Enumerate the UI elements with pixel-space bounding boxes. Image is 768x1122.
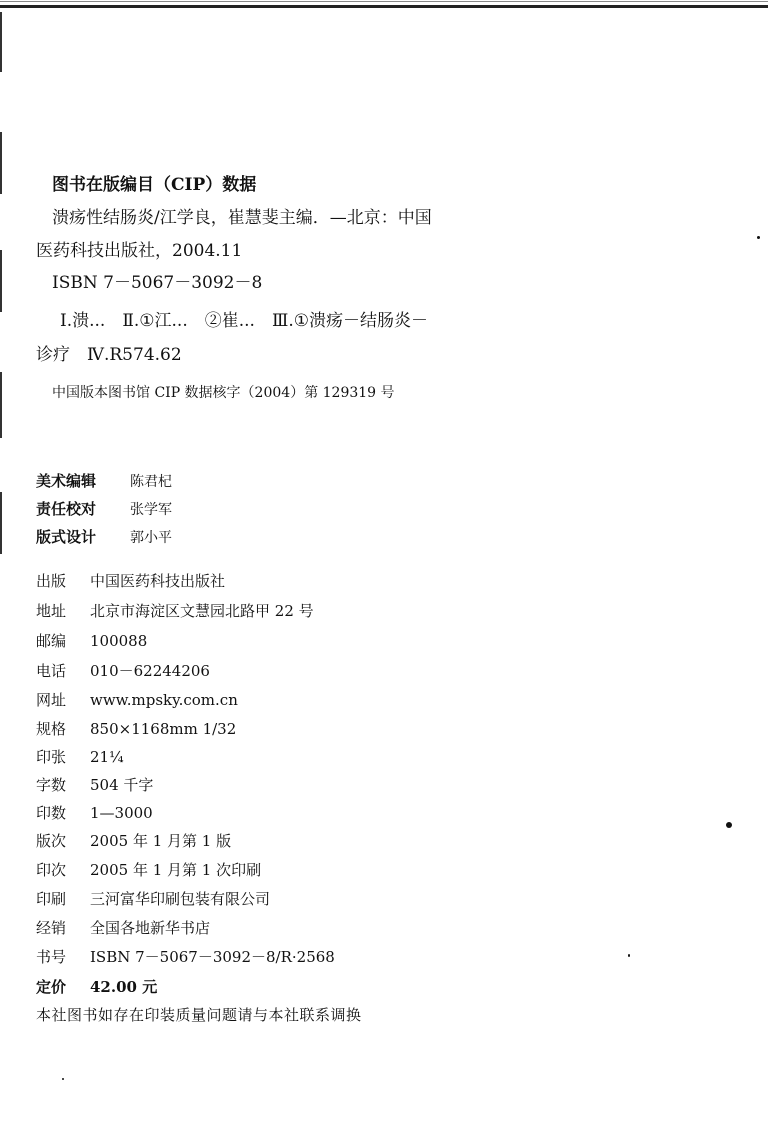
scan-edge-mark: [0, 132, 2, 194]
staff-value: 郭小平: [130, 530, 172, 546]
info-value: 504 千字: [90, 776, 154, 794]
info-label: 网址: [36, 691, 67, 709]
cip-verification: 中国版本图书馆 CIP 数据核字（2004）第 129319 号: [52, 385, 395, 401]
info-label: 电话: [36, 662, 67, 680]
info-label: 字数: [36, 776, 67, 794]
info-row: [36, 802, 153, 823]
info-row: [36, 774, 153, 795]
quality-notice: 本社图书如存在印装质量问题请与本社联系调换: [36, 1006, 362, 1024]
info-value: 010－62244206: [90, 662, 210, 680]
info-label: 规格: [36, 720, 67, 738]
info-row: [36, 888, 270, 909]
info-row: [36, 718, 236, 739]
info-value: 850×1168mm 1/32: [90, 720, 237, 738]
staff-row: [36, 526, 172, 547]
info-value: 北京市海淀区文慧园北路甲 22 号: [90, 602, 314, 620]
scan-edge-mark: [0, 372, 2, 438]
scan-speck: [628, 954, 630, 957]
staff-value: 陈君杞: [130, 474, 172, 490]
cip-title: 图书在版编目（CIP）数据: [52, 175, 257, 195]
scan-speck: [62, 1078, 64, 1080]
info-label: 印次: [36, 861, 67, 879]
info-value: www.mpsky.com.cn: [90, 691, 238, 709]
scan-edge-mark: [0, 250, 2, 312]
info-value: 全国各地新华书店: [90, 919, 211, 937]
price-value: 42.00 元: [90, 978, 158, 996]
info-label: 印刷: [36, 890, 67, 908]
scan-speck: [757, 236, 760, 239]
info-row: [36, 859, 261, 880]
staff-row: [36, 470, 172, 491]
info-value: 2005 年 1 月第 1 次印刷: [90, 861, 262, 879]
info-label: 地址: [36, 602, 67, 620]
info-row: [36, 946, 335, 967]
staff-row: [36, 498, 172, 519]
top-rule-thin: [0, 1, 768, 2]
info-label: 经销: [36, 919, 67, 937]
scan-edge-mark: [0, 12, 2, 72]
top-rule: [0, 5, 768, 8]
info-value: 中国医药科技出版社: [90, 572, 226, 590]
info-row: [36, 630, 147, 651]
info-value: 1—3000: [90, 804, 153, 822]
info-value: ISBN 7－5067－3092－8/R·2568: [90, 948, 335, 966]
staff-value: 张学军: [130, 502, 172, 518]
info-value: 三河富华印刷包装有限公司: [90, 890, 271, 908]
info-row: [36, 689, 238, 710]
staff-label: 美术编辑: [36, 472, 97, 490]
info-row: [36, 570, 225, 591]
cip-line-2: 医药科技出版社，2004.11: [36, 241, 243, 261]
info-label: 印张: [36, 748, 67, 766]
cip-line-3: Ⅰ.溃... Ⅱ.①江... ②崔... Ⅲ.①溃疡－结肠炎－: [60, 311, 428, 331]
staff-label: 责任校对: [36, 500, 97, 518]
info-row: [36, 660, 210, 681]
info-row: [36, 746, 124, 767]
cip-line-1: 溃疡性结肠炎/江学良，崔慧斐主编．—北京：中国: [52, 208, 432, 228]
info-label: 邮编: [36, 632, 67, 650]
info-row: [36, 600, 314, 621]
scan-edge-mark: [0, 492, 2, 554]
info-value: 100088: [90, 632, 148, 650]
info-label: 书号: [36, 948, 67, 966]
price-row: [36, 976, 157, 997]
info-value: 21¼: [90, 748, 124, 766]
info-row: [36, 917, 210, 938]
price-label: 定价: [36, 978, 67, 996]
info-label: 出版: [36, 572, 67, 590]
info-value: 2005 年 1 月第 1 版: [90, 832, 232, 850]
info-label: 版次: [36, 832, 67, 850]
staff-label: 版式设计: [36, 528, 97, 546]
info-row: [36, 830, 231, 851]
scan-speck: [726, 822, 732, 828]
info-label: 印数: [36, 804, 67, 822]
cip-line-4: 诊疗 Ⅳ.R574.62: [36, 345, 182, 365]
cip-isbn: ISBN 7－5067－3092－8: [52, 273, 263, 293]
